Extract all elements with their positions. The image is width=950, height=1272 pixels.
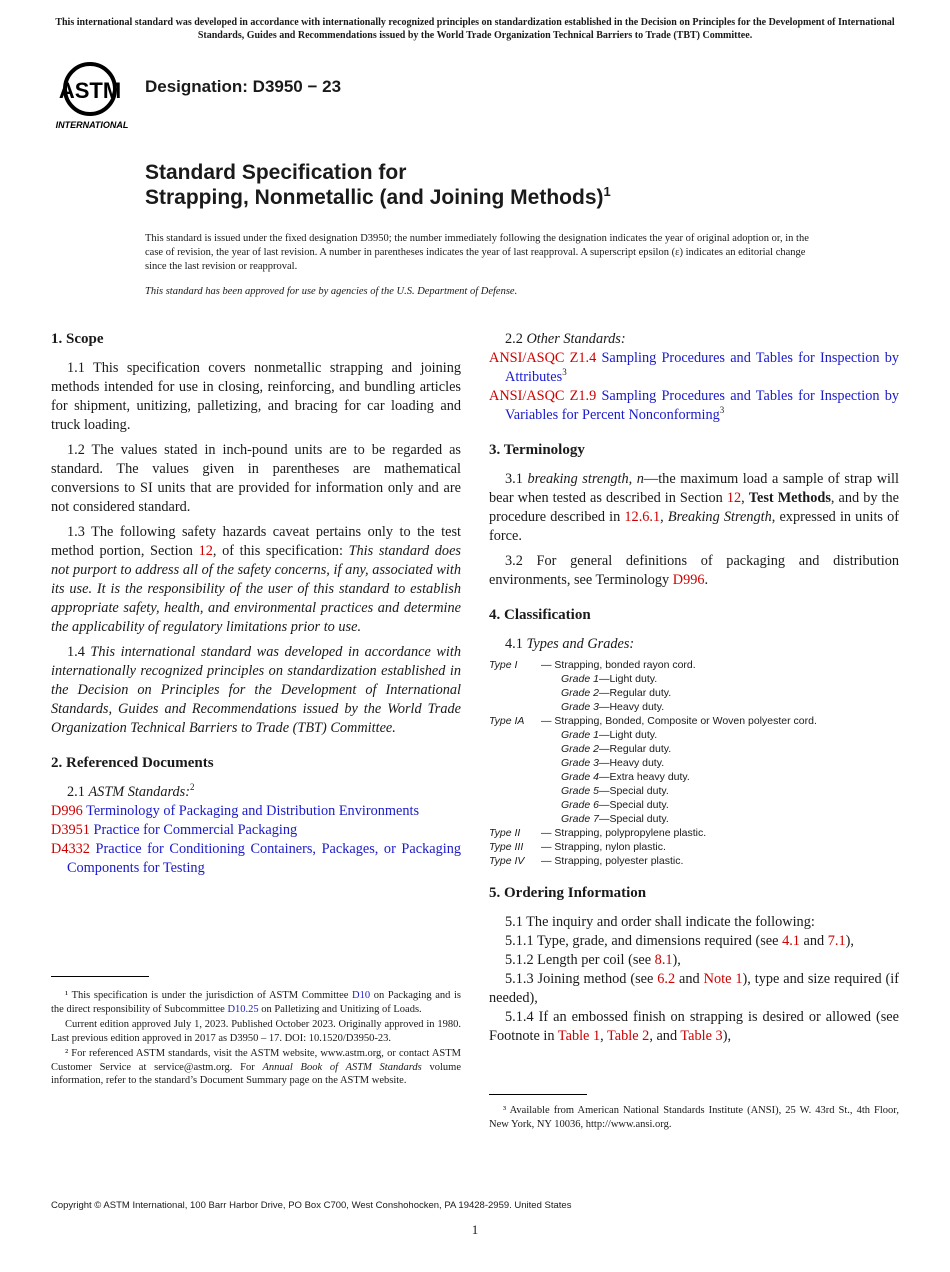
link-4-1[interactable]: 4.1 bbox=[782, 933, 800, 949]
grade-description: —Extra heavy duty. bbox=[598, 771, 690, 783]
link-d996[interactable]: D996 bbox=[672, 572, 705, 588]
type-row bbox=[489, 714, 899, 728]
grade-name: Grade 7 bbox=[561, 813, 599, 825]
link-section-12[interactable]: 12 bbox=[198, 543, 213, 559]
right-column bbox=[489, 330, 899, 1046]
astm-standards-label: 2.1 ASTM Standards:$^2$ bbox=[67, 782, 195, 800]
grade-name: Grade 4 bbox=[561, 771, 599, 783]
issue-note: This standard is issued under the fixed designation D3950; the number immediately following the designation indicates the year of original adoption or, in the case of revision, the year of last revision. A number in parentheses indicates the year of last reapproval. A superscript epsilon (ε) indicates an editorial change since the last revision or reapproval. bbox=[145, 233, 809, 272]
title-line-1: Standard Specification for bbox=[145, 161, 407, 184]
paragraph-1-4: 1.4 This international standard was developed in accordance with internationally recognized principles on standardization established in the Decision on Principles for the Development of International Standards, Guides and Recommendations issued by the World Trade Organization Technical Barriers to Trade (TBT) Committee. bbox=[51, 644, 461, 736]
grade-name: Grade 6 bbox=[561, 799, 599, 811]
footnotes-left bbox=[51, 989, 461, 1090]
type-description: — Strapping, polypropylene plastic. bbox=[541, 827, 707, 839]
footnotes-right bbox=[489, 1104, 899, 1133]
link-12-6-1[interactable]: 12.6.1 bbox=[624, 509, 661, 525]
paragraph-3-2: 3.2 For general definitions of packaging and distribution environments, see Terminology D996. bbox=[489, 553, 899, 588]
paragraph-1-2: 1.2 The values stated in inch-pound units are to be regarded as standard. The values given in parentheses are mathematical conversions to SI units that are provided for information only and are not considered standard. bbox=[51, 442, 461, 515]
paragraph-5-1-4: 5.1.4 If an embossed finish on strapping is desired or allowed (see Footnote in Table 1, Table 2, and Table 3), bbox=[489, 1009, 899, 1044]
grade-description: —Light duty. bbox=[598, 673, 658, 685]
section-heading-referenced-documents: 2. Referenced Documents bbox=[51, 755, 214, 771]
section-heading-scope: 1. Scope bbox=[51, 331, 104, 347]
type-name: Type I bbox=[489, 659, 518, 671]
paragraph-5-1: 5.1 The inquiry and order shall indicate the following: bbox=[505, 914, 815, 930]
grade-name: Grade 3 bbox=[561, 701, 599, 713]
ref-ansi-z1-9[interactable]: ANSI/ASQC Z1.9 Sampling Procedures and Tables for Inspection by Variables for Percent Nonconforming$^3$ bbox=[489, 388, 899, 423]
type-description: — Strapping, nylon plastic. bbox=[541, 841, 666, 853]
designation: Designation: D3950 − 23 bbox=[145, 77, 342, 96]
type-name: Type III bbox=[489, 841, 524, 853]
footnote-1-edition: Current edition approved July 1, 2023. Published October 2023. Originally approved in 1980. Last previous edition approved in 2017 as D3950 – 17. DOI: 10.1520/D3950-23. bbox=[51, 1019, 461, 1044]
types-and-grades-list bbox=[489, 658, 899, 868]
paragraph-1-1: 1.1 This specification covers nonmetallic strapping and joining methods intended for use in closing, reinforcing, and bundling articles for shipment, unitizing, palletizing, and bracing for car loading and truck loading. bbox=[51, 360, 461, 433]
footnote-1: ¹ This specification is under the jurisdiction of ASTM Committee D10 on Packaging and is the direct responsibility of Subcommittee D10.25 on Palletizing and Unitizing of Loads. bbox=[51, 990, 462, 1015]
grade-row bbox=[489, 798, 899, 812]
page-number: 1 bbox=[471, 1222, 479, 1237]
grade-description: —Special duty. bbox=[598, 813, 669, 825]
link-d10-25[interactable]: D10.25 bbox=[227, 1003, 259, 1015]
paragraph-1-3: 1.3 The following safety hazards caveat pertains only to the test method portion, Section 12, of this specification: This standard does not purport to address all of the safety concerns, if any, associated with its use. It is the responsibility of the user of this standard to establish appropriate safety, health, and environmental practices and determine the applicability of regulatory limitations prior to use. bbox=[51, 524, 461, 635]
grade-row bbox=[489, 756, 899, 770]
link-note-1[interactable]: Note 1 bbox=[703, 971, 743, 987]
copyright-notice: Copyright © ASTM International, 100 Barr Harbor Drive, PO Box C700, West Conshohocken, PA 19428-2959. United States bbox=[51, 1200, 572, 1211]
type-row bbox=[489, 826, 899, 840]
ref-ansi-z1-4[interactable]: ANSI/ASQC Z1.4 Sampling Procedures and Tables for Inspection by Attributes$^3$ bbox=[489, 350, 899, 385]
grade-row bbox=[489, 700, 899, 714]
grade-description: —Special duty. bbox=[598, 785, 669, 797]
grade-name: Grade 5 bbox=[561, 785, 599, 797]
other-standards-label: 2.2 Other Standards: bbox=[505, 331, 626, 347]
type-description: — Strapping, Bonded, Composite or Woven polyester cord. bbox=[541, 715, 817, 727]
grade-name: Grade 1 bbox=[561, 729, 599, 741]
ref-d3951[interactable]: D3951 Practice for Commercial Packaging bbox=[51, 822, 298, 838]
grade-name: Grade 2 bbox=[561, 687, 599, 699]
type-name: Type IV bbox=[489, 855, 525, 867]
types-and-grades-label: 4.1 Types and Grades: bbox=[505, 636, 635, 652]
astm-logo bbox=[52, 58, 136, 130]
section-heading-ordering-information: 5. Ordering Information bbox=[489, 885, 647, 901]
title-line-2: Strapping, Nonmetallic (and Joining Methods)$^1$ bbox=[145, 184, 611, 209]
link-8-1[interactable]: 8.1 bbox=[654, 952, 673, 968]
grade-description: —Light duty. bbox=[598, 729, 658, 741]
title-footnote-ref[interactable]: 1 bbox=[603, 184, 611, 199]
link-section-12-term[interactable]: 12 bbox=[726, 490, 742, 506]
type-row bbox=[489, 854, 899, 868]
link-table-1[interactable]: Table 1 bbox=[557, 1028, 601, 1044]
grade-name: Grade 3 bbox=[561, 757, 599, 769]
grade-row bbox=[489, 686, 899, 700]
type-description: — Strapping, bonded rayon cord. bbox=[541, 659, 696, 671]
grade-name: Grade 2 bbox=[561, 743, 599, 755]
section-heading-classification: 4. Classification bbox=[489, 607, 591, 623]
footnote-divider-right bbox=[489, 1094, 587, 1095]
link-d10[interactable]: D10 bbox=[352, 990, 371, 1001]
grade-row bbox=[489, 672, 899, 686]
section-heading-terminology: 3. Terminology bbox=[489, 442, 585, 458]
logo-text: ASTM bbox=[58, 78, 122, 103]
type-name: Type IA bbox=[489, 715, 525, 727]
defense-note: This standard has been approved for use by agencies of the U.S. Department of Defense. bbox=[145, 286, 518, 297]
type-row bbox=[489, 840, 899, 854]
grade-row bbox=[489, 784, 899, 798]
paragraph-5-1-2: 5.1.2 Length per coil (see 8.1), bbox=[505, 952, 681, 968]
document-title bbox=[145, 160, 611, 210]
ref-d4332[interactable]: D4332 Practice for Conditioning Containers, Packages, or Packaging Components for Testing bbox=[51, 841, 461, 876]
link-table-3[interactable]: Table 3 bbox=[680, 1028, 723, 1044]
logo-subtext: INTERNATIONAL bbox=[55, 120, 129, 130]
link-6-2[interactable]: 6.2 bbox=[657, 971, 676, 987]
paragraph-3-1: 3.1 breaking strength, n—the maximum load a sample of strap will bear when tested as described in Section 12, Test Methods, and by the procedure described in 12.6.1, Breaking Strength, expressed in units of force. bbox=[489, 471, 900, 544]
grade-row bbox=[489, 812, 899, 826]
grade-description: —Heavy duty. bbox=[598, 757, 665, 769]
grade-description: —Heavy duty. bbox=[598, 701, 665, 713]
grade-description: —Regular duty. bbox=[598, 687, 672, 699]
type-description: — Strapping, polyester plastic. bbox=[541, 855, 684, 867]
link-table-2[interactable]: Table 2 bbox=[607, 1028, 650, 1044]
footnote-3: ³ Available from American National Standards Institute (ANSI), 25 W. 43rd St., 4th Floor, New York, NY 10036, http://www.ansi.org. bbox=[489, 1105, 899, 1130]
grade-name: Grade 1 bbox=[561, 673, 599, 685]
paragraph-5-1-1: 5.1.1 Type, grade, and dimensions required (see 4.1 and 7.1), bbox=[505, 933, 854, 949]
paragraph-5-1-3: 5.1.3 Joining method (see 6.2 and Note 1), type and size required (if needed), bbox=[489, 971, 899, 1006]
left-column bbox=[51, 330, 461, 878]
grade-row bbox=[489, 770, 899, 784]
footnote-divider-left bbox=[51, 976, 149, 977]
grade-row bbox=[489, 742, 899, 756]
international-standard-notice: This international standard was developed in accordance with internationally recognized principles on standardization established in the Decision on Principles for the Development of International Standards, Guides and Recommendations issued by the World Trade Organization Technical Barriers to Trade (TBT) Committee. bbox=[55, 17, 895, 41]
link-7-1[interactable]: 7.1 bbox=[827, 933, 846, 949]
footnote-2: ² For referenced ASTM standards, visit the ASTM website, www.astm.org, or contact ASTM Customer Service at service@astm.org. For Annual Book of ASTM Standards volume information, refer to the standard’s Document Summary page on the ASTM website. bbox=[51, 1048, 461, 1086]
ref-d996[interactable]: D996 Terminology of Packaging and Distribution Environments bbox=[51, 803, 420, 819]
grade-description: —Regular duty. bbox=[598, 743, 672, 755]
type-row bbox=[489, 658, 899, 672]
grade-description: —Special duty. bbox=[598, 799, 669, 811]
grade-row bbox=[489, 728, 899, 742]
type-name: Type II bbox=[489, 827, 521, 839]
